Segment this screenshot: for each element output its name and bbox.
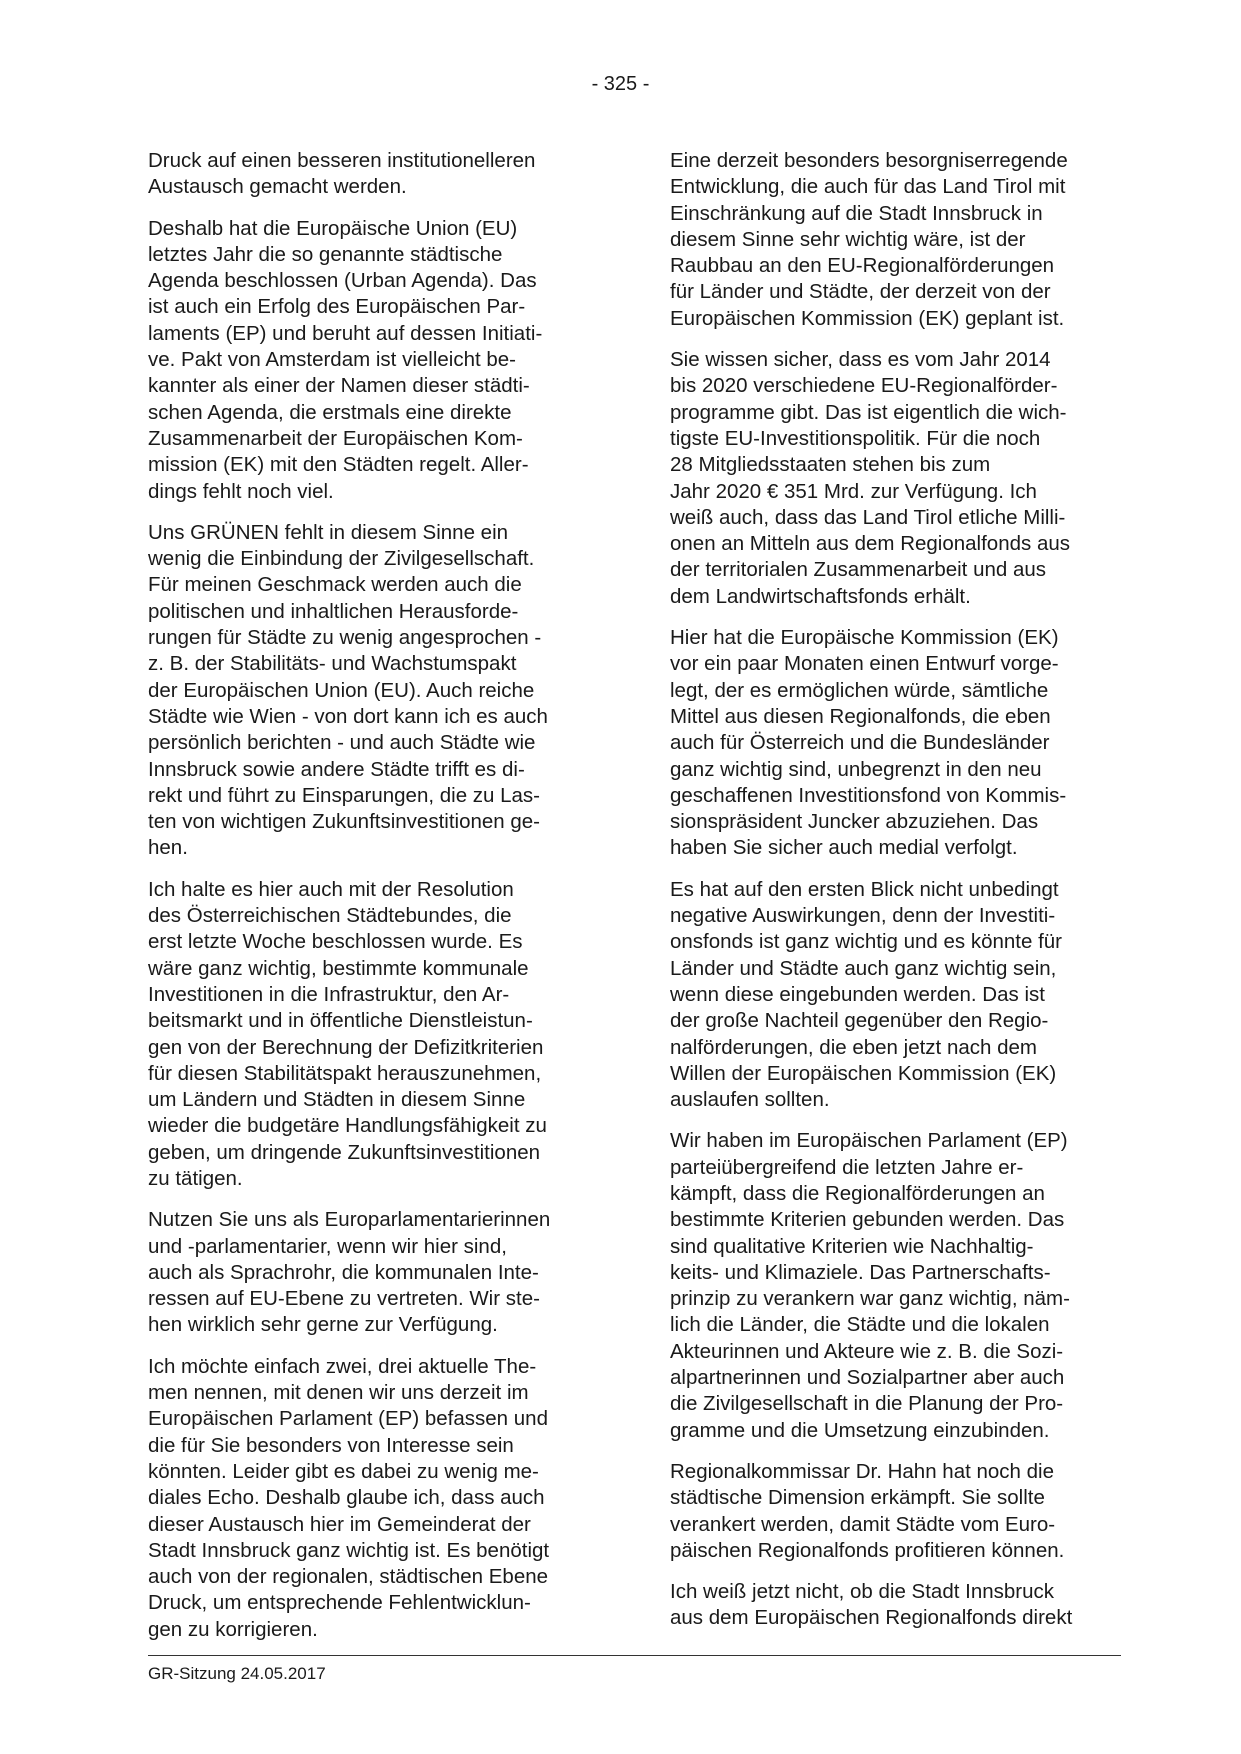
- page-number: - 325 -: [591, 73, 650, 95]
- paragraph: Es hat auf den ersten Blick nicht unbedingt negative Auswirkungen, denn der Investiti- onsfonds ist ganz wichtig und es könnte für Länder und Städte auch ganz wichtig sein, wenn diese eingebunden werden. Das ist der große Nachteil gegenüber den Regio- nalförderungen, die eben jetzt nach dem Willen der Europäischen Kommission (EK) auslaufen sollten.: [670, 877, 1063, 1112]
- paragraph: Druck auf einen besseren institutionelleren Austausch gemacht werden.: [148, 149, 536, 199]
- footer-session-date: GR-Sitzung 24.05.2017: [148, 1664, 326, 1683]
- paragraph: Nutzen Sie uns als Europarlamentarierinnen und -parlamentarier, wenn wir hier sind, auch als Sprachrohr, die kommunalen Inte- ressen auf EU-Ebene zu vertreten. Wir ste- hen wirklich sehr gerne zur Verfügung.: [148, 1208, 551, 1337]
- paragraph: Deshalb hat die Europäische Union (EU) letztes Jahr die so genannte städtische Agenda beschlossen (Urban Agenda). Das ist auch ein Erfolg des Europäischen Par- laments (EP) und beruht auf dessen Initiati- ve. Pakt von Amsterdam ist vielleicht be- kannter als einer der Namen dieser städti- schen Agenda, die erstmals eine direkte Zusammenarbeit der Europäischen Kom- mission (EK) mit den Städten regelt. Aller- dings fehlt noch viel.: [148, 216, 543, 503]
- paragraph: Eine derzeit besonders besorgniserregende Entwicklung, die auch für das Land Tirol mit Einschränkung auf die Stadt Innsbruck in diesem Sinne sehr wichtig wäre, ist der Raubbau an den EU-Regionalförderungen für Länder und Städte, der derzeit von der Europäischen Kommission (EK) geplant ist.: [670, 149, 1068, 330]
- paragraph: Ich möchte einfach zwei, drei aktuelle The- men nennen, mit denen wir uns derzeit im Europäischen Parlament (EP) befassen und die für Sie besonders von Interesse sein könnten. Leider gibt es dabei zu wenig me- diales Echo. Deshalb glaube ich, dass auch dieser Austausch hier im Gemeinderat der Stadt Innsbruck ganz wichtig ist. Es benötigt auch von der regionalen, städtischen Ebene Druck, um entsprechende Fehlentwicklun- gen zu korrigieren.: [148, 1354, 550, 1641]
- paragraph: Hier hat die Europäische Kommission (EK) vor ein paar Monaten einen Entwurf vorge- legt, der es ermöglichen würde, sämtliche Mittel aus diesen Regionalfonds, die eben auch für Österreich und die Bundesländer ganz wichtig sind, unbegrenzt in den neu geschaffenen Investitionsfond von Kommis- sionspräsident Juncker abzuziehen. Das haben Sie sicher auch medial verfolgt.: [670, 626, 1067, 860]
- right-column: [670, 148, 1130, 1647]
- paragraph: Ich halte es hier auch mit der Resolution des Österreichischen Städtebundes, die erst letzte Woche beschlossen wurde. Es wäre ganz wichtig, bestimmte kommunale Investitionen in die Infrastruktur, den Ar- beitsmarkt und in öffentliche Dienstleistun- gen von der Berechnung der Defizitkriterien für diesen Stabilitätspakt herauszunehmen, um Ländern und Städten in diesem Sinne wieder die budgetäre Handlungsfähigkeit zu geben, um dringende Zukunftsinvestitionen zu tätigen.: [148, 877, 547, 1190]
- left-column: [148, 148, 608, 1658]
- paragraph: Regionalkommissar Dr. Hahn hat noch die städtische Dimension erkämpft. Sie sollte verankert werden, damit Städte vom Euro- päischen Regionalfonds profitieren können.: [670, 1459, 1065, 1562]
- paragraph: Sie wissen sicher, dass es vom Jahr 2014 bis 2020 verschiedene EU-Regionalförder- programme gibt. Das ist eigentlich die wich- tigste EU-Investitionspolitik. Für die noch 28 Mitgliedsstaaten stehen bis zum Jahr 2020 € 351 Mrd. zur Verfügung. Ich weiß auch, dass das Land Tirol etliche Milli- onen an Mitteln aus dem Regionalfonds aus der territorialen Zusammenarbeit und aus dem Landwirtschaftsfonds erhält.: [670, 348, 1071, 608]
- paragraph: Uns GRÜNEN fehlt in diesem Sinne ein wenig die Einbindung der Zivilgesellschaft. Für meinen Geschmack werden auch die politischen und inhaltlichen Herausforde- rungen für Städte zu wenig angesprochen - z. B. der Stabilitäts- und Wachstumspakt der Europäischen Union (EU). Auch reiche Städte wie Wien - von dort kann ich es auch persönlich berichten - und auch Städte wie Innsbruck sowie andere Städte trifft es di- rekt und führt zu Einsparungen, die zu Las- ten von wichtigen Zukunftsinvestitionen ge- hen.: [148, 520, 548, 860]
- paragraph: Wir haben im Europäischen Parlament (EP) parteiübergreifend die letzten Jahre er- kämpft, dass die Regionalförderungen an bestimmte Kriterien gebunden werden. Das sind qualitative Kriterien wie Nachhaltig- keits- und Klimaziele. Das Partnerschafts- prinzip zu verankern war ganz wichtig, näm- lich die Länder, die Städte und die lokalen Akteurinnen und Akteure wie z. B. die Sozi- alpartnerinnen und Sozialpartner aber auch die Zivilgesellschaft in die Planung der Pro- gramme und die Umsetzung einzubinden.: [670, 1129, 1070, 1442]
- paragraph: Ich weiß jetzt nicht, ob die Stadt Innsbruck aus dem Europäischen Regionalfonds direkt: [670, 1580, 1073, 1630]
- footer-divider: [148, 1655, 1121, 1656]
